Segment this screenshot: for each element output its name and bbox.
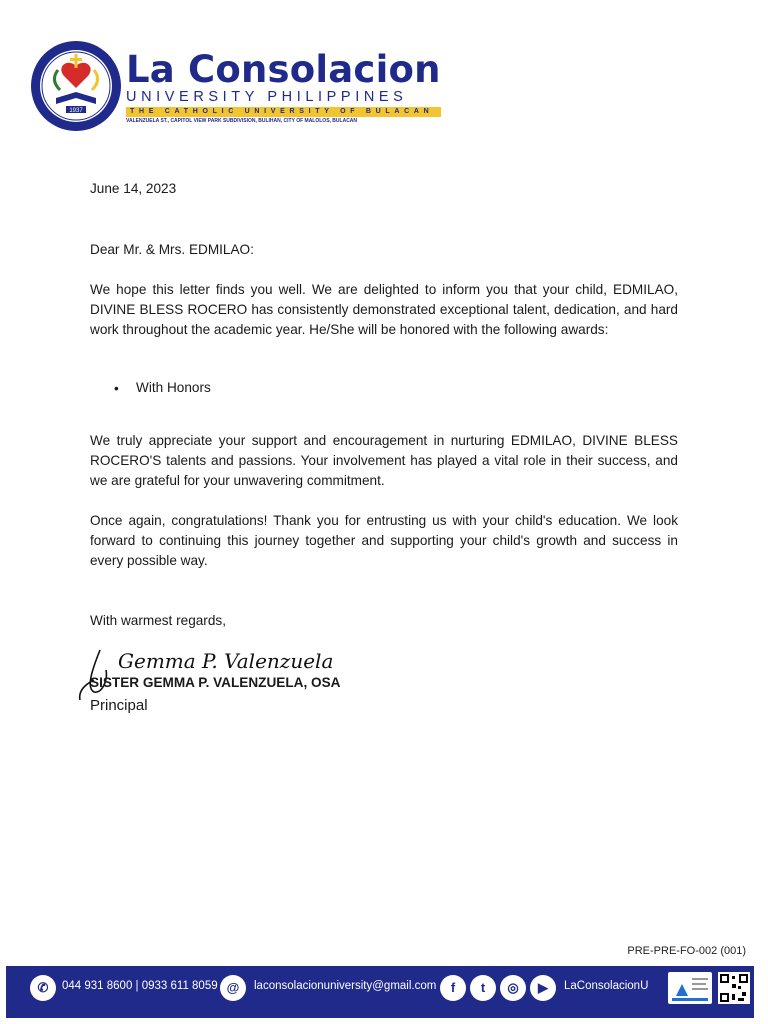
award-item: With Honors [136,380,211,395]
salutation: Dear Mr. & Mrs. EDMILAO: [90,242,254,257]
paragraph-3: Once again, congratulations! Thank you for entrusting us with your child's education. We look forward to continuing this journey together and supporting your child's growth and success in every possible way. [90,513,678,568]
university-name: La Consolacion [126,48,441,91]
university-subtitle: UNIVERSITY PHILIPPINES [126,89,408,105]
signature-script: Gemma P. Valenzuela [118,649,334,673]
footer-bar [6,966,754,1018]
social-handle[interactable]: LaConsolacionU [564,980,649,992]
handwritten-signature [72,640,372,700]
letter-date: June 14, 2023 [90,181,177,196]
bullet-marker: • [114,381,119,396]
email-link[interactable]: laconsolacionuniversity@gmail.com [254,980,437,992]
at-icon: @ [220,975,246,1001]
signer-role: Principal [90,697,148,714]
signer-name: SISTER GEMMA P. VALENZUELA, OSA [90,675,341,690]
phone-numbers: 044 931 8600 | 0933 611 8059 [62,980,218,992]
tagline-band: THE CATHOLIC UNIVERSITY OF BULACAN [126,107,441,117]
instagram-icon[interactable]: ◎ [500,975,526,1001]
certification-badge [668,972,712,1004]
closing: With warmest regards, [90,613,226,628]
university-address: VALENZUELA ST., CAPITOL VIEW PARK SUBDIVISION, BULIHAN, CITY OF MALOLOS, BULACAN [126,118,358,124]
seal-year: 1937 [69,108,83,114]
university-seal-logo [30,40,122,132]
phone-icon: ✆ [30,975,56,1001]
facebook-icon[interactable]: f [440,975,466,1001]
paragraph-1: We hope this letter finds you well. We are delighted to inform you that your child, EDMILAO, DIVINE BLESS ROCERO has consistently demonstrated exceptional talent, dedication, and hard work throughout the academic year. He/She will be honored with the following awards: [90,282,678,337]
paragraph-2: We truly appreciate your support and encouragement in nurturing EDMILAO, DIVINE BLESS ROCERO'S talents and passions. Your involvement has played a vital role in their success, and we are grateful for your unwavering commitment. [90,433,678,488]
brand-block [126,50,441,126]
youtube-icon[interactable]: ▶ [530,975,556,1001]
qr-code [718,972,750,1004]
twitter-icon[interactable]: t [470,975,496,1001]
form-code: PRE-PRE-FO-002 (001) [627,945,746,957]
